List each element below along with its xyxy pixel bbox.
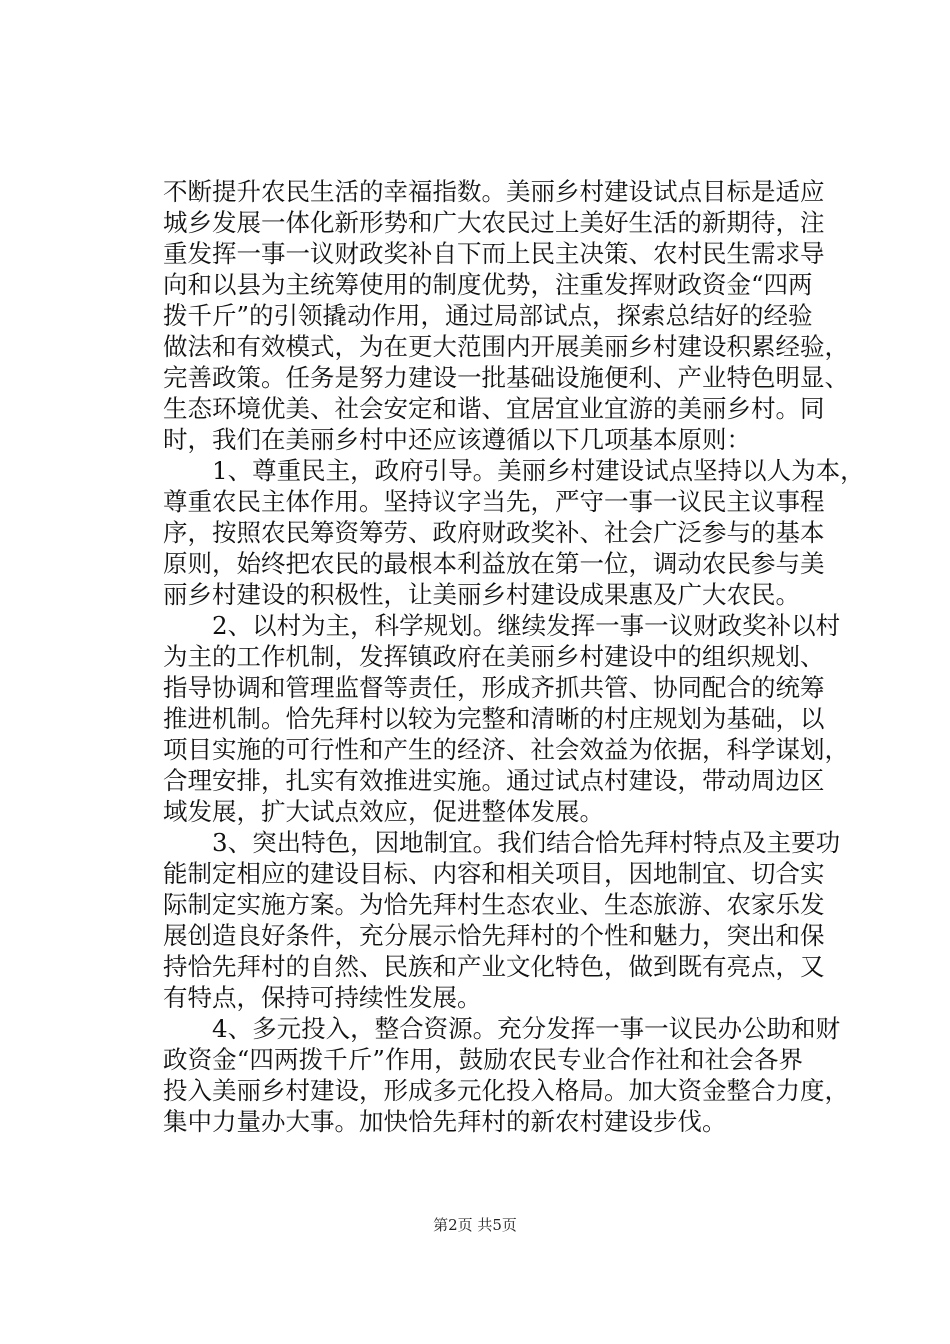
principle-1-heading-line: 1、尊重民主，政府引导。美丽乡村建设试点坚持以人为本， <box>212 456 865 485</box>
paragraph-line: 推进机制。恰先拜村以较为完整和清晰的村庄规划为基础，以 <box>163 704 825 733</box>
paragraph-line: 为主的工作机制，发挥镇政府在美丽乡村建设中的组织规划、 <box>163 642 825 671</box>
paragraph-line: 时，我们在美丽乡村中还应该遵循以下几项基本原则： <box>163 425 751 454</box>
principle-3-heading-line: 3、突出特色，因地制宜。我们结合恰先拜村特点及主要功 <box>212 828 841 857</box>
paragraph-line: 指导协调和管理监督等责任，形成齐抓共管、协同配合的统筹 <box>163 673 825 702</box>
paragraph-line: 重发挥一事一议财政奖补自下而上民主决策、农村民生需求导 <box>163 239 825 268</box>
paragraph-line: 生态环境优美、社会安定和谐、宜居宜业宜游的美丽乡村。同 <box>163 394 825 423</box>
paragraph-line: 完善政策。任务是努力建设一批基础设施便利、产业特色明显、 <box>163 363 849 392</box>
paragraph-line: 向和以县为主统筹使用的制度优势，注重发挥财政资金“四两 <box>163 270 813 299</box>
paragraph-line: 有特点，保持可持续性发展。 <box>163 983 482 1012</box>
paragraph-line: 持恰先拜村的自然、民族和产业文化特色，做到既有亮点，又 <box>163 952 825 981</box>
paragraph-line: 拨千斤”的引领撬动作用，通过局部试点，探索总结好的经验 <box>163 301 813 330</box>
paragraph-line: 原则，始终把农民的最根本利益放在第一位，调动农民参与美 <box>163 549 825 578</box>
principle-4-heading-line: 4、多元投入，整合资源。充分发挥一事一议民办公助和财 <box>212 1014 841 1043</box>
paragraph-line: 城乡发展一体化新形势和广大农民过上美好生活的新期待，注 <box>163 208 825 237</box>
paragraph-line: 项目实施的可行性和产生的经济、社会效益为依据，科学谋划， <box>163 735 849 764</box>
paragraph-line: 投入美丽乡村建设，形成多元化投入格局。加大资金整合力度， <box>163 1076 849 1105</box>
paragraph-line: 序，按照农民筹资筹劳、政府财政奖补、社会广泛参与的基本 <box>163 518 825 547</box>
paragraph-line: 尊重农民主体作用。坚持议字当先，严守一事一议民主议事程 <box>163 487 825 516</box>
paragraph-line: 能制定相应的建设目标、内容和相关项目，因地制宜、切合实 <box>163 859 825 888</box>
paragraph-line: 展创造良好条件，充分展示恰先拜村的个性和魅力，突出和保 <box>163 921 825 950</box>
paragraph-line: 集中力量办大事。加快恰先拜村的新农村建设步伐。 <box>163 1107 727 1136</box>
page-number-footer: 第2页 共5页 <box>433 1216 517 1234</box>
paragraph-line: 际制定实施方案。为恰先拜村生态农业、生态旅游、农家乐发 <box>163 890 825 919</box>
paragraph-line: 合理安排，扎实有效推进实施。通过试点村建设，带动周边区 <box>163 766 825 795</box>
paragraph-line: 域发展，扩大试点效应，促进整体发展。 <box>163 797 604 826</box>
paragraph-line: 不断提升农民生活的幸福指数。美丽乡村建设试点目标是适应 <box>163 177 825 206</box>
paragraph-line: 政资金“四两拨千斤”作用，鼓励农民专业合作社和社会各界 <box>163 1045 803 1074</box>
paragraph-line: 做法和有效模式，为在更大范围内开展美丽乡村建设积累经验， <box>163 332 849 361</box>
paragraph-line: 丽乡村建设的积极性，让美丽乡村建设成果惠及广大农民。 <box>163 580 800 609</box>
principle-2-heading-line: 2、以村为主，科学规划。继续发挥一事一议财政奖补以村 <box>212 611 841 640</box>
